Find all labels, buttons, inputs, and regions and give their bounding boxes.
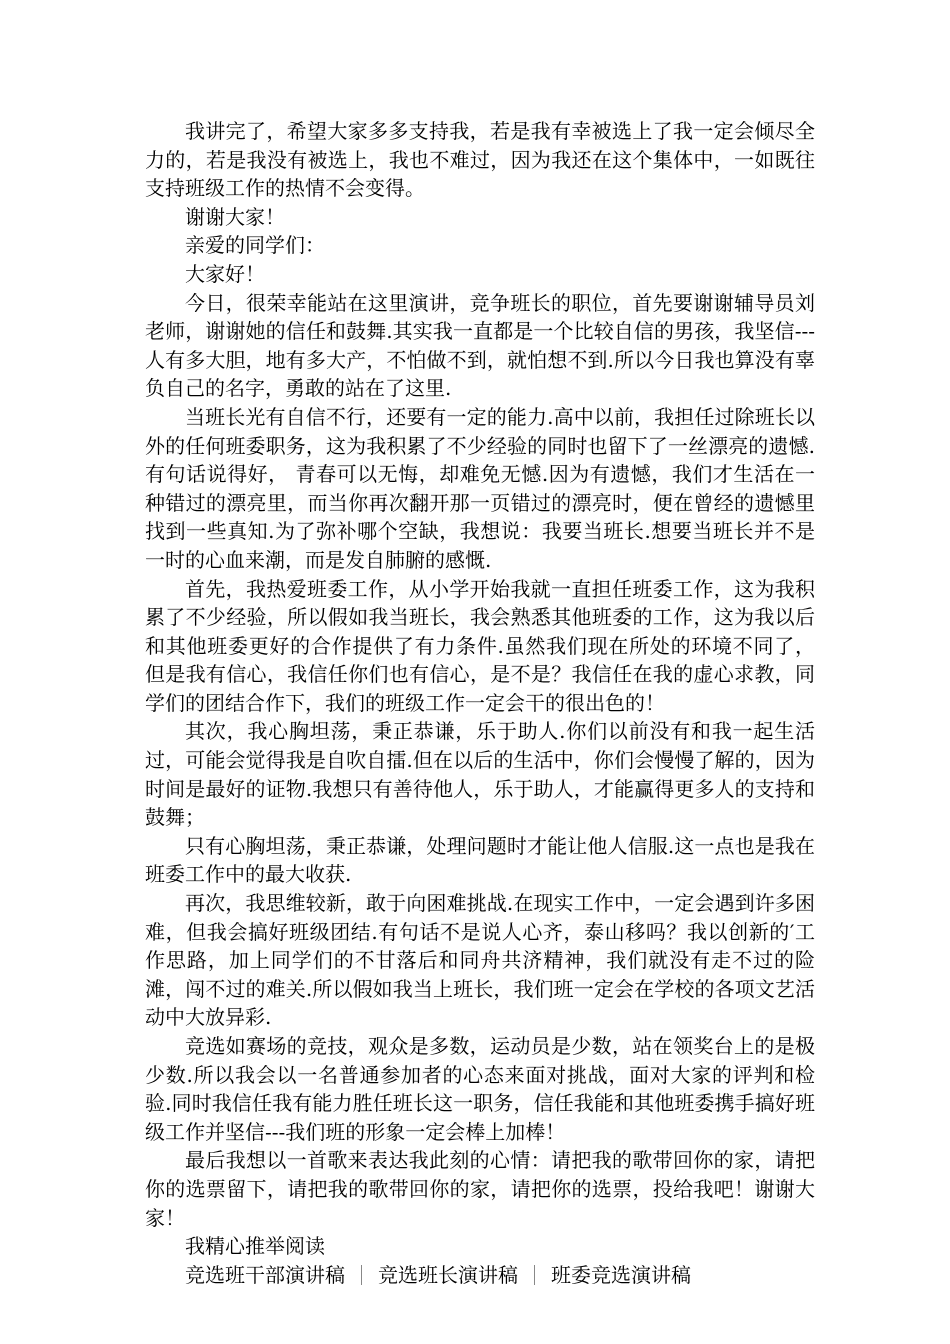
paragraph: 亲爱的同学们： — [185, 233, 325, 258]
paragraph: 再次，我思维较新，敢于向困难挑战.在现实工作中，一定会遇到许多困难，但我会搞好班级团结.有句话不是说人心齐，泰山移吗？我以创新的′工作思路，加上同学们的不甘落后和同舟共济精神，我们就没有走不过的险滩，闯不过的难关.所以假如我当上班长，我们班一定会在学校的各项文艺活动中大放异彩. — [145, 891, 815, 1030]
related-links — [145, 1261, 815, 1290]
related-link-monitor-speech[interactable]: 竞选班长演讲稿 — [378, 1262, 518, 1287]
paragraph: 其次，我心胸坦荡，秉正恭谦，乐于助人.你们以前没有和我一起生活过，可能会觉得我是自吹自擂.但在以后的生活中，你们会慢慢了解的，因为时间是最好的证物.我想只有善待他人，乐于助人，才能赢得更多人的支持和鼓舞； — [145, 719, 815, 830]
document-body — [145, 117, 815, 1289]
paragraph: 我讲完了，希望大家多多支持我，若是我有幸被选上了我一定会倾尽全力的，若是我没有被选上，我也不难过，因为我还在这个集体中，一如既往支持班级工作的热情不会变得。 — [145, 119, 815, 201]
paragraph: 谢谢大家！ — [185, 204, 285, 229]
recommended-reading-heading: 我精心推举阅读 — [185, 1234, 325, 1259]
link-separator — [361, 1265, 362, 1285]
paragraph: 只有心胸坦荡，秉正恭谦，处理问题时才能让他人信服.这一点也是我在班委工作中的最大收获. — [145, 833, 815, 887]
link-separator — [534, 1265, 535, 1285]
related-link-committee-speech[interactable]: 班委竞选演讲稿 — [551, 1262, 691, 1287]
paragraph: 最后我想以一首歌来表达我此刻的心情：请把我的歌带回你的家，请把你的选票留下，请把我的歌带回你的家，请把你的选票，投给我吧！谢谢大家！ — [145, 1148, 815, 1230]
paragraph: 首先，我热爱班委工作，从小学开始我就一直担任班委工作，这为我积累了不少经验，所以假如我当班长，我会熟悉其他班委的工作，这为我以后和其他班委更好的合作提供了有力条件.虽然我们现在所处的环境不同了， 但是我有信心，我信任你们也有信心，是不是？我信任在我的虚心求教，同学们的团结合作下，我们的班级工作一定会干的很出色的！ — [145, 576, 815, 715]
paragraph: 当班长光有自信不行，还要有一定的能力.高中以前，我担任过除班长以外的任何班委职务，这为我积累了不少经验的同时也留下了一丝漂亮的遗憾.有句话说得好， 青春可以无悔，却难免无憾.因为有遗憾，我们才生活在一种错过的漂亮里，而当你再次翻开那一页错过的漂亮时，便在曾经的遗憾里找到一些真知.为了弥补哪个空缺，我想说：我要当班长.想要当班长并不是一时的心血来潮，而是发自肺腑的感慨. — [145, 404, 815, 572]
paragraph: 竞选如赛场的竞技，观众是多数，运动员是少数，站在领奖台上的是极少数.所以我会以一名普通参加者的心态来面对挑战，面对大家的评判和检验.同时我信任我有能力胜任班长这一职务，信任我能和其他班委携手搞好班级工作并坚信---我们班的形象一定会棒上加棒！ — [145, 1034, 815, 1144]
related-link-cadre-speech[interactable]: 竞选班干部演讲稿 — [185, 1262, 345, 1287]
paragraph: 大家好！ — [185, 261, 265, 286]
paragraph: 今日，很荣幸能站在这里演讲，竞争班长的职位，首先要谢谢辅导员刘老师，谢谢她的信任和鼓舞.其实我一直都是一个比较自信的男孩，我坚信---人有多大胆，地有多大产，不怕做不到，就怕想不到.所以今日我也算没有辜负自己的名字，勇敢的站在了这里. — [145, 290, 815, 401]
